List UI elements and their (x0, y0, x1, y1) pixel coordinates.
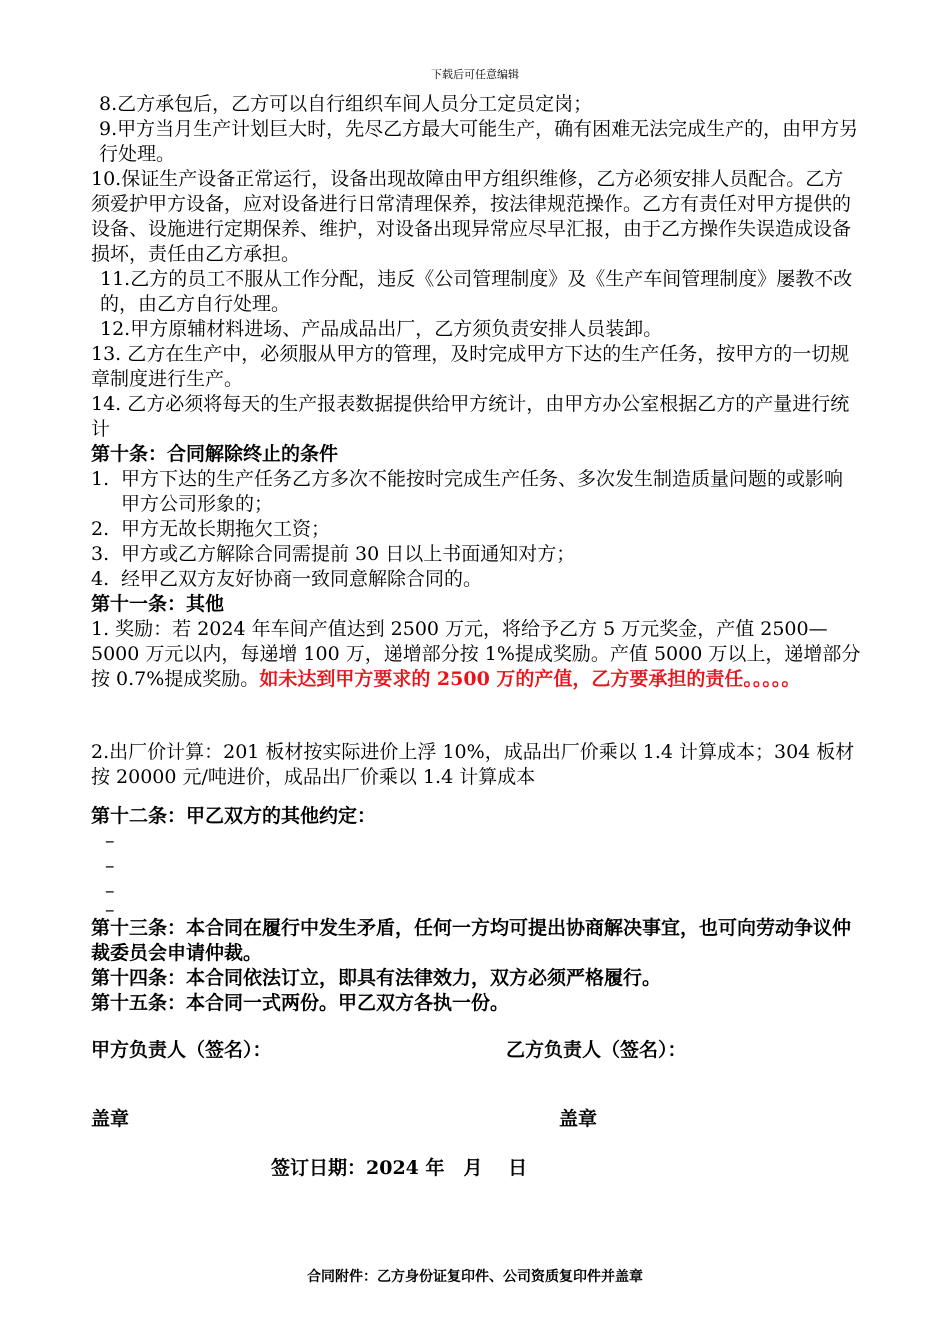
seal-row (91, 1107, 861, 1132)
clause-9: 9.甲方当月生产计划巨大时，先尽乙方最大可能生产，确有困难无法完成生产的，由甲方另行处理。 (99, 118, 859, 165)
list-number: 3. (91, 543, 110, 565)
list-number: 1. (91, 468, 110, 490)
blank-line: – (105, 830, 115, 852)
party-b-seal: 盖章 (559, 1108, 598, 1130)
price-clause: 2.出厂价计算：201 板材按实际进价上浮 10%，成品出厂价乘以 1.4 计算成本；304 板材按 20000 元/吨进价，成品出厂价乘以 1.4 计算成本 (91, 741, 855, 788)
spacer (91, 790, 861, 804)
clause-12: 12.甲方原辅材料进场、产品成品出厂，乙方须负责安排人员装卸。 (100, 318, 663, 340)
article-13: 第十三条：本合同在履行中发生矛盾，任何一方均可提出协商解决事宜，也可向劳动争议仲裁委员会申请仲裁。 (91, 917, 852, 964)
party-b-signature: 乙方负责人（签名）： (506, 1039, 687, 1061)
article-15: 第十五条：本合同一式两份。甲乙双方各执一份。 (91, 992, 510, 1014)
list-item (91, 517, 861, 542)
list-number: 4. (91, 568, 110, 590)
signing-date: 签订日期：2024 年 月 日 (271, 1157, 528, 1179)
clause-8: 8.乙方承包后，乙方可以自行组织车间人员分工定员定岗； (99, 93, 593, 115)
clause-10: 10.保证生产设备正常运行，设备出现故障由甲方组织维修，乙方必须安排人员配合。乙方须爱护甲方设备，应对设备进行日常清理保养，按法律规范操作。乙方有责任对甲方提供的设备、设施进行定期保养、维护，对设备出现异常应尽早汇报，由于乙方操作失误造成设备损坏，责任由乙方承担。 (91, 168, 852, 265)
list-item (91, 542, 861, 567)
list-text: 甲方或乙方解除合同需提前 30 日以上书面通知对方； (121, 543, 576, 565)
party-a-seal: 盖章 (91, 1108, 130, 1130)
list-item (91, 567, 861, 592)
clause-13: 13. 乙方在生产中，必须服从甲方的管理，及时完成甲方下达的生产任务，按甲方的一切规章制度进行生产。 (91, 343, 850, 390)
page-header: 下载后可任意编辑 (431, 68, 519, 81)
article-14: 第十四条：本合同依法订立，即具有法律效力，双方必须严格履行。 (91, 967, 662, 989)
reward-text: 1. 奖励：若 2024 年车间产值达到 2500 万元，将给予乙方 5 万元奖金，产值 2500—5000 万元以内，每递增 100 万，递增部分按 1%提成奖励。产值 5000 万以上，递增部分按 0.7%提成奖励。 (91, 618, 861, 690)
reward-warning: 如未达到甲方要求的 2500 万的产值，乙方要承担的责任。。。。。 (259, 668, 801, 690)
list-item (91, 467, 861, 517)
article-10-title: 第十条：合同解除终止的条件 (91, 443, 339, 465)
list-text: 甲方无故长期拖欠工资； (121, 518, 331, 540)
list-text: 经甲乙双方友好协商一致同意解除合同的。 (121, 568, 483, 590)
article-11-title: 第十一条：其他 (91, 593, 225, 615)
spacer (91, 692, 861, 740)
clause-14: 14. 乙方必须将每天的生产报表数据提供给甲方统计，由甲方办公室根据乙方的产量进行统计 (91, 393, 850, 440)
blank-line: – (105, 899, 115, 921)
blank-line: – (105, 880, 115, 902)
contract-body (91, 92, 861, 1181)
blank-line: – (105, 855, 115, 877)
list-number: 2. (91, 518, 110, 540)
reward-clause (91, 617, 861, 692)
list-text: 甲方下达的生产任务乙方多次不能按时完成生产任务、多次发生制造质量问题的或影响甲方公司形象的； (121, 468, 844, 515)
article-12-title: 第十二条：甲乙双方的其他约定： (91, 805, 377, 827)
page-footer: 合同附件：乙方身份证复印件、公司资质复印件并盖章 (307, 1269, 643, 1285)
signature-row (91, 1038, 861, 1063)
party-a-signature: 甲方负责人（签名）： (91, 1039, 272, 1061)
clause-11: 11.乙方的员工不服从工作分配，违反《公司管理制度》及《生产车间管理制度》屡教不改的，由乙方自行处理。 (100, 268, 853, 315)
